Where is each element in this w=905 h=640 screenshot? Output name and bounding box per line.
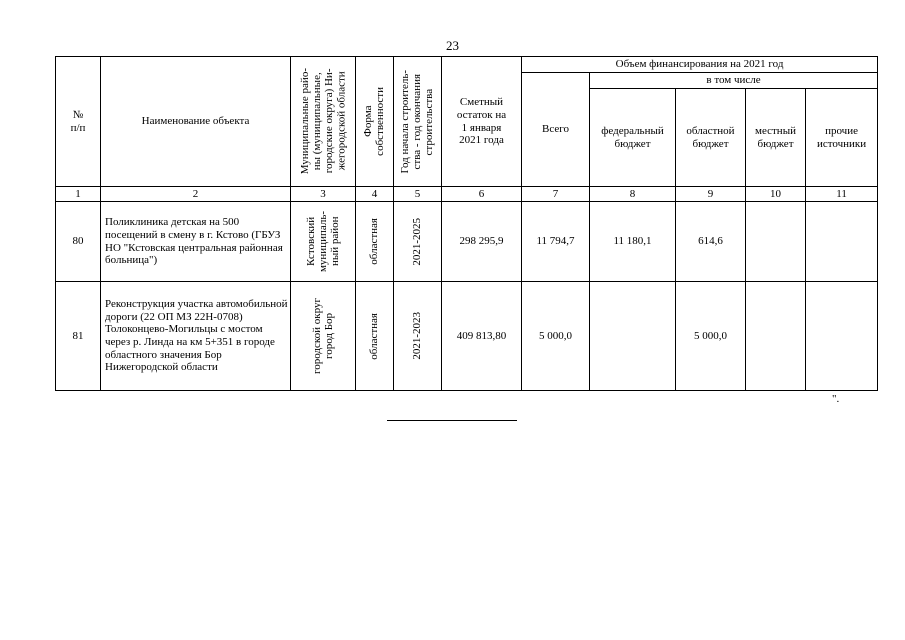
row-years: 2021-2023 bbox=[394, 282, 442, 391]
column-number: 10 bbox=[746, 187, 806, 202]
column-number: 1 bbox=[56, 187, 101, 202]
table-row bbox=[56, 282, 878, 391]
row-regional: 5 000,0 bbox=[676, 282, 746, 391]
row-total: 5 000,0 bbox=[522, 282, 590, 391]
row-balance: 298 295,9 bbox=[442, 202, 522, 282]
column-number: 2 bbox=[101, 187, 291, 202]
column-number: 5 bbox=[394, 187, 442, 202]
row-object-name: Поликлиника детская на 500 посещений в смену в г. Кстово (ГБУЗ НО "Кстовская центральная районная больница") bbox=[101, 202, 291, 282]
financing-table bbox=[55, 56, 878, 391]
row-other bbox=[806, 202, 878, 282]
column-number: 4 bbox=[356, 187, 394, 202]
row-local bbox=[746, 202, 806, 282]
row-municipal: городской округ город Бор bbox=[291, 282, 356, 391]
row-ownership: областная bbox=[356, 282, 394, 391]
header-regional: областной бюджет bbox=[676, 89, 746, 187]
header-balance: Сметный остаток на 1 января 2021 года bbox=[442, 57, 522, 187]
column-number: 3 bbox=[291, 187, 356, 202]
row-num: 80 bbox=[56, 202, 101, 282]
header-name: Наименование объекта bbox=[101, 57, 291, 187]
header-including: в том числе bbox=[590, 73, 878, 89]
row-regional: 614,6 bbox=[676, 202, 746, 282]
row-federal: 11 180,1 bbox=[590, 202, 676, 282]
row-other bbox=[806, 282, 878, 391]
header-local: местный бюджет bbox=[746, 89, 806, 187]
row-balance: 409 813,80 bbox=[442, 282, 522, 391]
column-number: 8 bbox=[590, 187, 676, 202]
header-federal: федеральный бюджет bbox=[590, 89, 676, 187]
row-num: 81 bbox=[56, 282, 101, 391]
closing-quote-mark: ". bbox=[832, 393, 840, 405]
header-ownership: Форма собственности bbox=[356, 57, 394, 187]
row-federal bbox=[590, 282, 676, 391]
header-other: прочие источники bbox=[806, 89, 878, 187]
header-num: № п/п bbox=[56, 57, 101, 187]
row-total: 11 794,7 bbox=[522, 202, 590, 282]
row-object-name: Реконструкция участка автомобильной дороги (22 ОП МЗ 22Н-0708) Толоконцево-Могильцы с мостом через р. Линда на км 5+351 в городе областного значения Бор Нижегородской области bbox=[101, 282, 291, 391]
header-years: Год начала строитель- ства - год окончания строительства bbox=[394, 57, 442, 187]
table-row bbox=[56, 202, 878, 282]
separator-line bbox=[387, 420, 517, 421]
header-total: Всего bbox=[522, 73, 590, 187]
column-number: 9 bbox=[676, 187, 746, 202]
column-number-row bbox=[56, 187, 878, 202]
column-number: 6 bbox=[442, 187, 522, 202]
header-row-1 bbox=[56, 57, 878, 73]
column-number: 7 bbox=[522, 187, 590, 202]
row-years: 2021-2025 bbox=[394, 202, 442, 282]
row-ownership: областная bbox=[356, 202, 394, 282]
column-number: 11 bbox=[806, 187, 878, 202]
header-municipal: Муниципальные райо- ны (муниципальные, городские округа) Ни- жегородской области bbox=[291, 57, 356, 187]
row-local bbox=[746, 282, 806, 391]
row-municipal: Кстовский муниципаль- ный район bbox=[291, 202, 356, 282]
header-funding-group: Объем финансирования на 2021 год bbox=[522, 57, 878, 73]
page-number: 23 bbox=[446, 38, 459, 53]
